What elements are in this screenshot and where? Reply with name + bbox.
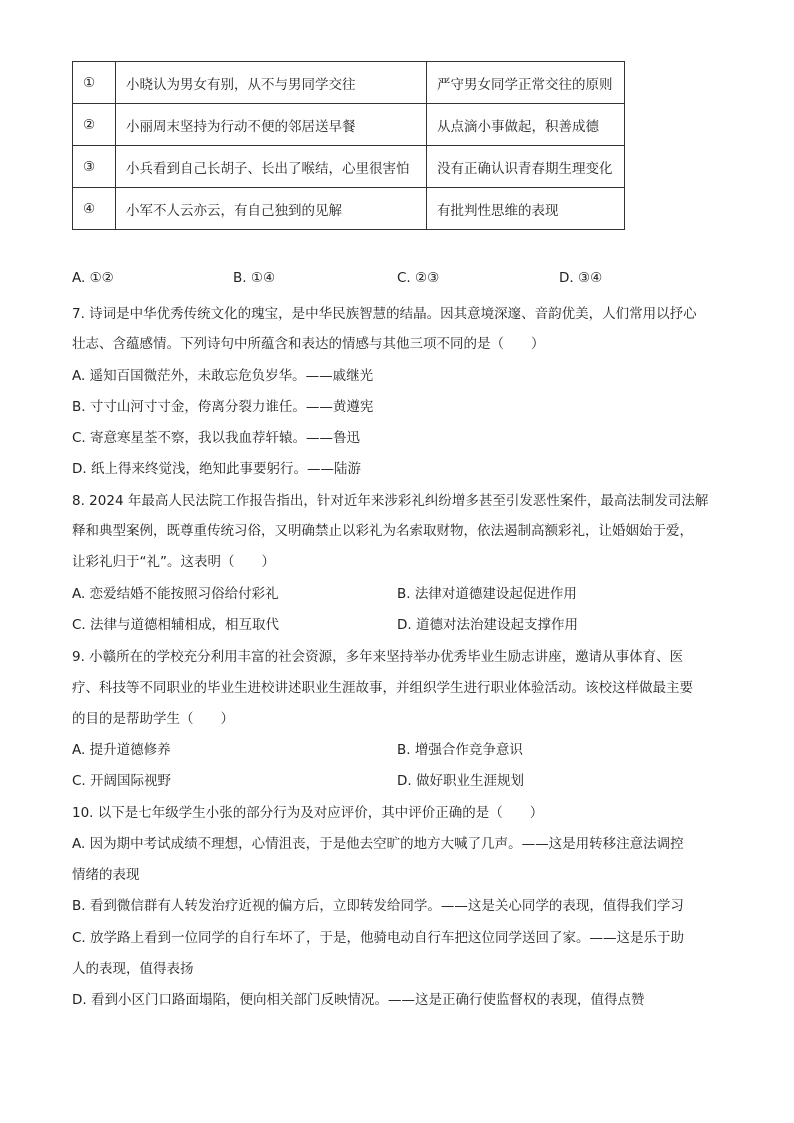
q10-option-a-line1: A. 因为期中考试成绩不理想，心情沮丧，于是他去空旷的地方大喊了几声。——这是用转移注意法调控 (72, 836, 684, 852)
q6-table (72, 61, 625, 230)
q7-option-d: D. 纸上得来终觉浅，绝知此事要躬行。——陆游 (72, 461, 361, 477)
table-row (73, 146, 625, 188)
q10-stem: 10. 以下是七年级学生小张的部分行为及对应评价，其中评价正确的是（ ） (72, 805, 544, 821)
q9-stem-line1: 9. 小赣所在的学校充分利用丰富的社会资源，多年来坚持举办优秀毕业生励志讲座，邀请从事体育、医 (72, 649, 684, 665)
q6-option-b: B. ①④ (233, 270, 276, 286)
q9-option-a: A. 提升道德修养 (72, 742, 171, 758)
row-behavior: 小兵看到自己长胡子、长出了喉结，心里很害怕 (116, 146, 427, 188)
q9-stem-line3: 的目的是帮助学生（ ） (72, 711, 234, 727)
row-number: ① (73, 62, 116, 104)
q7-stem-line1: 7. 诗词是中华优秀传统文化的瑰宝，是中华民族智慧的结晶。因其意境深邃、音韵优美，人们常用以抒心 (72, 306, 697, 322)
q7-option-c: C. 寄意寒星荃不察，我以我血荐轩辕。——鲁迅 (72, 430, 361, 446)
q6-option-c: C. ②③ (397, 270, 440, 286)
q8-option-a: A. 恋爱结婚不能按照习俗给付彩礼 (72, 586, 279, 602)
q10-option-c-line1: C. 放学路上看到一位同学的自行车坏了，于是，他骑电动自行车把这位同学送回了家。——这是乐于助 (72, 930, 685, 946)
q10-option-a-line2: 情绪的表现 (72, 867, 140, 883)
q9-option-d: D. 做好职业生涯规划 (397, 773, 524, 789)
q8-option-b: B. 法律对道德建设起促进作用 (397, 586, 577, 602)
row-comment: 没有正确认识青春期生理变化 (427, 146, 625, 188)
row-behavior: 小晓认为男女有别，从不与男同学交往 (116, 62, 427, 104)
q6-option-d: D. ③④ (559, 270, 603, 286)
q8-option-c: C. 法律与道德相辅相成，相互取代 (72, 617, 280, 633)
table-row (73, 104, 625, 146)
q7-option-a: A. 遥知百国微茫外，未敢忘危负岁华。——戚继光 (72, 368, 374, 384)
row-behavior: 小军不人云亦云，有自己独到的见解 (116, 188, 427, 230)
row-behavior: 小丽周末坚持为行动不便的邻居送早餐 (116, 104, 427, 146)
q8-stem-line3: 让彩礼归于“礼”。这表明（ ） (72, 554, 275, 570)
q10-option-d: D. 看到小区门口路面塌陷，便向相关部门反映情况。——这是正确行使监督权的表现，值得点赞 (72, 992, 645, 1008)
row-comment: 有批判性思维的表现 (427, 188, 625, 230)
row-number: ② (73, 104, 116, 146)
table-row (73, 62, 625, 104)
q7-option-b: B. 寸寸山河寸寸金，侉离分裂力谁任。——黄遵宪 (72, 399, 374, 415)
q10-option-b: B. 看到微信群有人转发治疗近视的偏方后，立即转发给同学。——这是关心同学的表现，值得我们学习 (72, 898, 684, 914)
row-number: ④ (73, 188, 116, 230)
q6-option-a: A. ①② (72, 270, 114, 286)
q9-option-b: B. 增强合作竞争意识 (397, 742, 523, 758)
row-number: ③ (73, 146, 116, 188)
row-comment: 从点滴小事做起，积善成德 (427, 104, 625, 146)
q8-option-d: D. 道德对法治建设起支撑作用 (397, 617, 578, 633)
q8-stem-line2: 释和典型案例，既尊重传统习俗，又明确禁止以彩礼为名索取财物，依法遏制高额彩礼，让婚姻始于爱， (72, 523, 693, 539)
q8-stem-line1: 8. 2024 年最高人民法院工作报告指出，针对近年来涉彩礼纠纷增多甚至引发恶性案件，最高法制发司法解 (72, 493, 709, 509)
table-row (73, 188, 625, 230)
row-comment: 严守男女同学正常交往的原则 (427, 62, 625, 104)
q9-option-c: C. 开阔国际视野 (72, 773, 172, 789)
q7-stem-line2: 壮志、含蕴感情。下列诗句中所蕴含和表达的情感与其他三项不同的是（ ） (72, 336, 545, 352)
q10-option-c-line2: 人的表现，值得表扬 (72, 961, 194, 977)
q9-stem-line2: 疗、科技等不同职业的毕业生进校讲述职业生涯故事，并组织学生进行职业体验活动。该校这样做最主要 (72, 680, 693, 696)
